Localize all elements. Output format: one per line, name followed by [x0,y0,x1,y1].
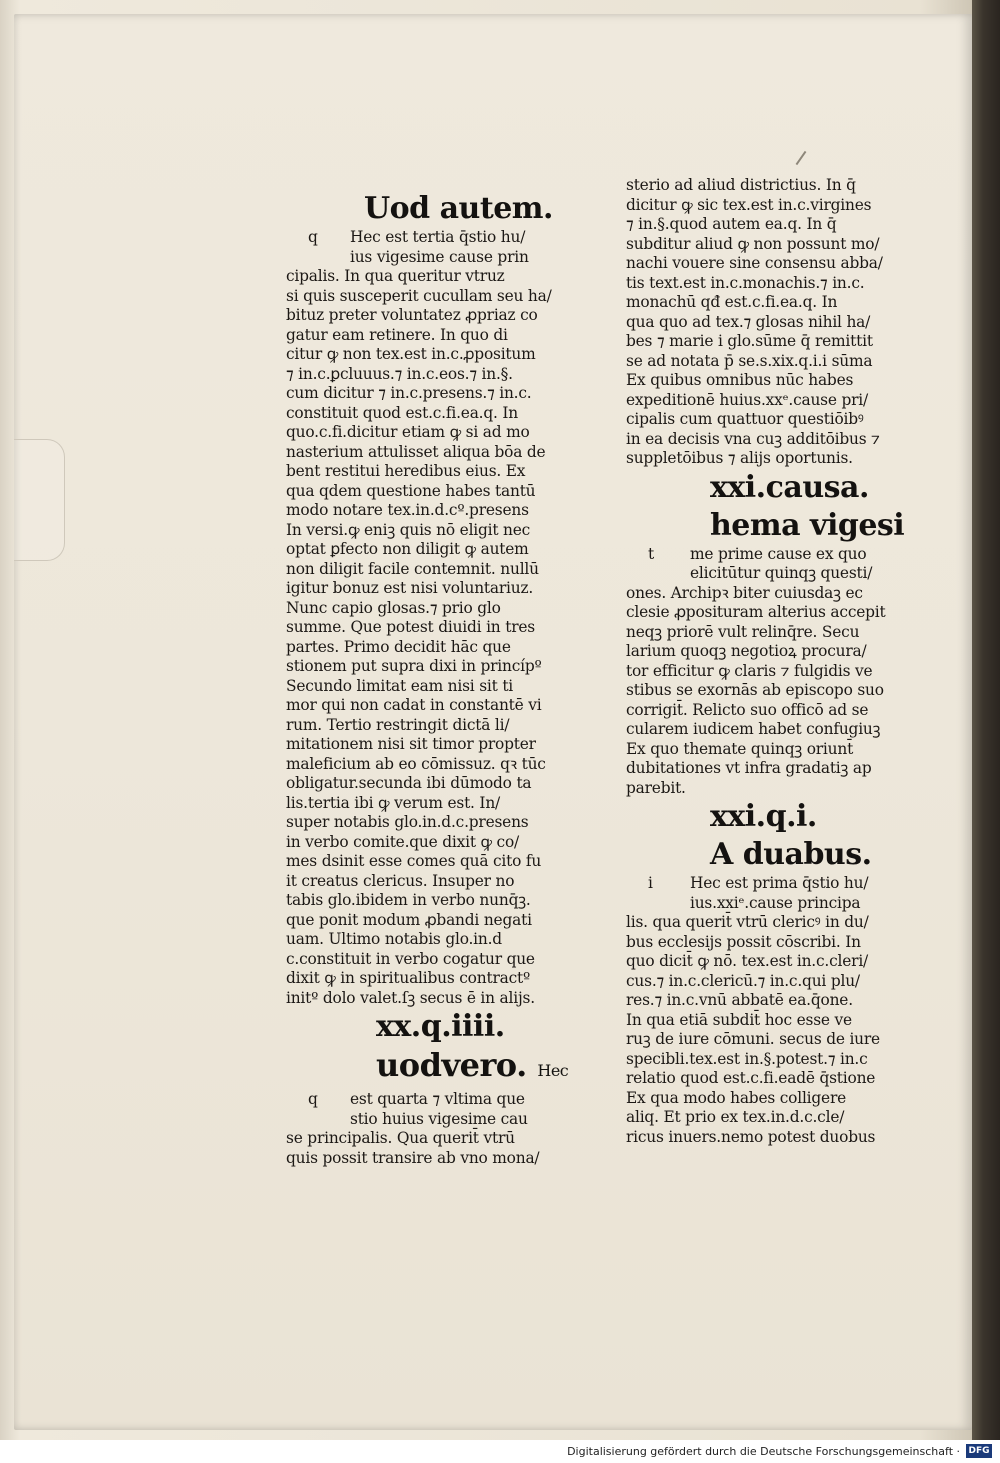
line-text: se ad notata p̄ se.s.xix.q.i.i sūma [626,351,873,370]
text-line [286,287,576,307]
line-text: cum dicitur ⁊ in.c.presens.⁊ in.c. [286,384,532,402]
text-line [286,482,576,502]
text-line [626,332,916,352]
text-line [286,774,576,794]
line-text: nasterium attulisset aliqua bōa de [286,442,546,461]
text-line [626,1069,916,1089]
text-line [626,449,916,469]
line-text: maleficium ab eo cōmissuz. qꝛ tūc [286,754,546,773]
text-line [626,430,916,450]
heading-quod-vero-tail: Hec [537,1061,569,1080]
text-line [626,913,916,933]
line-text: monachū qđ est.c.fi.ea.q. In [626,293,838,311]
text-line [286,618,576,638]
line-text: obligatur.secunda ibi dūmodo ta [286,774,532,792]
line-text: stio huius vigesime cau [350,1109,528,1128]
line-text: quis possit transire ab vno mona/ [286,1148,540,1167]
line-text: ⁊ in.c.ꝑcluuus.⁊ in.c.eos.⁊ in.§. [286,364,513,383]
guide-letter: q [308,1090,318,1108]
text-line [286,560,576,580]
text-line [286,521,576,541]
line-text: in ea decisis vna cuꝫ additōibus ⁊ [626,429,880,448]
line-text: nachi vouere sine consensu abba/ [626,254,883,272]
heading-xxi-q-i: xxi.q.i. [710,799,817,834]
line-text: initº dolo valet.ſꝫ secus ē in alijs. [286,988,535,1007]
text-line [286,365,576,385]
text-line [286,501,576,521]
text-line [286,228,576,248]
text-line [626,603,916,623]
text-line [286,345,576,365]
text-line [626,874,916,894]
line-text: parebit. [626,778,686,797]
line-text: expeditionē huius.xxᵉ.cause pri/ [626,390,868,409]
line-text: neqꝫ priorē vult relinq̄re. Secu [626,622,860,641]
line-text: partes. Primo decidit hāc que [286,637,511,656]
line-text: clesie ꝓposituram alterius accepit [626,603,886,621]
text-line [626,1128,916,1148]
text-line [286,891,576,911]
line-text: cipalis. In qua queritur vtruz [286,267,505,285]
line-text: constituit quod est.c.fi.ea.q. In [286,403,518,422]
text-line [286,696,576,716]
line-text: se principalis. Qua querit̄ vtrū [286,1129,515,1147]
line-text: quo.c.fi.dicitur etiam ꝙ si ad mo [286,423,530,441]
line-text: est quarta ⁊ vltima que [350,1090,525,1108]
line-text: cus.⁊ in.c.clericū.⁊ in.c.qui plu/ [626,971,860,990]
text-line [626,1011,916,1031]
line-text: cipalis cum quattuor questiōibꝰ [626,410,864,428]
line-text: tabis glo.ibidem in verbo nunq̄ꝫ. [286,891,531,909]
text-line [286,326,576,346]
text-line [286,248,576,268]
text-line [626,293,916,313]
line-text: Ex quibus omnibus nūc habes [626,371,854,389]
guide-letter: i [648,874,653,892]
right-para-2 [626,545,916,799]
line-text: modo notare tex.in.d.cº.presens [286,501,529,519]
line-text: ricus inuers.nemo potest duobus [626,1127,876,1146]
line-text: ius.xxiᵉ.cause principa [690,893,861,912]
right-column [626,176,916,1147]
text-line [286,599,576,619]
text-line [286,657,576,677]
line-text: Hec est prima q̄stio hu/ [690,874,869,892]
line-text: aliq. Et prio ex tex.in.d.c.cle/ [626,1108,845,1126]
footer-bar [0,1440,1000,1463]
line-text: corrigit̄. Relicto suo officō ad se [626,700,869,719]
text-line [286,579,576,599]
line-text: c.constituit in verbo cogatur que [286,949,535,968]
left-para-1 [286,228,576,1008]
line-text: igitur bonuz est nisi voluntariuz. [286,579,534,597]
digitization-credit: Digitalisierung gefördert durch die Deutsche Forschungsgemeinschaft · [567,1445,960,1458]
text-line [626,196,916,216]
text-line [286,423,576,443]
text-line [286,833,576,853]
line-text: Ex qua modo habes colligere [626,1088,847,1107]
dfg-logo-icon: DFG [966,1444,992,1458]
line-text: Hec est tertia q̄stio hu/ [350,228,526,246]
text-line [626,662,916,682]
text-line [626,720,916,740]
guide-letter: t [648,544,654,563]
text-line [626,352,916,372]
text-line [286,716,576,736]
text-line [286,1149,576,1169]
line-text: tis text.est in.c.monachis.⁊ in.c. [626,273,865,292]
line-text: dubitationes vt infra gradatiꝫ ap [626,759,872,777]
line-text: lis. qua querit̄ vtrū clericꝰ in du/ [626,913,869,931]
line-text: bus ecclesijs possit cōscribi. In [626,932,861,951]
text-line [626,701,916,721]
text-line [626,410,916,430]
line-text: super notabis glo.in.d.c.presens [286,813,529,831]
text-line [626,254,916,274]
text-line [626,235,916,255]
text-line [286,794,576,814]
line-text: In versi.ꝙ eniꝫ quis nō eligit nec [286,520,531,539]
line-text: subditur aliud ꝙ non possunt mo/ [626,234,880,253]
line-text: in verbo comite.que dixit ꝙ co/ [286,832,520,851]
line-text: Secundo limitat eam nisi sit ti [286,676,514,695]
text-line [626,545,916,565]
line-text: summe. Que potest diuidi in tres [286,618,535,636]
text-line [626,779,916,799]
line-text: ruꝫ de iure cōmuni. secus de iure [626,1030,880,1048]
line-text: stibus se exornās ab episcopo suo [626,681,884,699]
heading-xxi-causa: xxi.causa. [710,469,869,505]
text-line [286,1110,576,1130]
line-text: elicitūtur quinqꝫ questi/ [690,564,873,582]
text-line [626,313,916,333]
text-line [286,852,576,872]
text-line [626,274,916,294]
heading-a-duabus: A duabus. [710,837,872,872]
line-text: suppletōibus ⁊ alijs oportunis. [626,449,853,467]
line-text: specibli.tex.est in.§.potest.⁊ in.c [626,1049,868,1068]
line-text: relatio quod est.c.fi.eadē q̄stione [626,1069,876,1087]
heading-thema-vigesi: hema vigesi [710,507,905,543]
text-line [286,443,576,463]
book-spine-edge [972,0,1000,1440]
left-column [286,190,576,1168]
text-line [626,681,916,701]
text-line [286,638,576,658]
text-line [626,176,916,196]
text-line [286,989,576,1009]
line-text: non diligit facile contemnit. nullū [286,559,539,578]
text-line [286,404,576,424]
heading-quod-vero [286,1046,576,1090]
line-text: dicitur ꝙ sic tex.est in.c.virgines [626,195,872,214]
text-line [286,1129,576,1149]
text-line [626,740,916,760]
text-line [286,462,576,482]
text-line [286,267,576,287]
line-text: bent restitui heredibus eius. Ex [286,462,526,480]
line-text: Ex quo themate quinqꝫ oriunt̄ [626,739,854,758]
line-text: gatur eam retinere. In quo di [286,325,508,344]
heading-quod-vero-text: uodvero. [376,1046,527,1084]
text-line [626,391,916,411]
line-text: rum. Tertio restringit dictā li/ [286,715,510,734]
text-line [626,1108,916,1128]
line-text: res.⁊ in.c.vnū abbatē ea.q̄one. [626,991,853,1009]
text-line [286,306,576,326]
line-text: mes dsinit esse comes quā cito fu [286,852,542,870]
text-line [286,677,576,697]
text-line [626,972,916,992]
clip-impression [14,439,65,561]
line-text: larium quoqꝫ negotioꝝ procura/ [626,642,867,660]
guide-letter: q [308,228,318,246]
line-text: tor efficitur ꝙ claris ⁊ fulgidis ve [626,661,873,680]
heading-quod-autem: Uod autem. [364,191,553,226]
line-text: qua quo ad tex.⁊ glosas nihil ha/ [626,312,871,331]
line-text: cularem iudicem habet confugiuꝫ [626,720,881,738]
line-text: optat ꝑfecto non diligit ꝙ autem [286,540,529,558]
text-line [626,642,916,662]
text-line [626,991,916,1011]
right-para-1 [626,176,916,469]
text-line [286,950,576,970]
text-line [626,1030,916,1050]
line-text: si quis susceperit cucullam seu ha/ [286,286,552,305]
line-text: lis.tertia ibi ꝙ verum est. In/ [286,793,501,812]
left-para-2 [286,1090,576,1168]
text-line [626,952,916,972]
line-text: stionem put supra dixi in princípº [286,657,542,675]
line-text: In qua etiā subdit̄ hoc esse ve [626,1010,852,1029]
line-text: it creatus clericus. Insuper no [286,871,515,890]
text-line [626,564,916,584]
right-para-3 [626,874,916,1147]
line-text: sterio ad aliud districtius. In q̄ [626,176,856,194]
text-line [286,384,576,404]
line-text: ⁊ in.§.quod autem ea.q. In q̄ [626,215,837,233]
line-text: bes ⁊ marie i glo.sūme q̄ remittit [626,332,873,350]
text-line [286,755,576,775]
text-line [626,933,916,953]
line-text: ius vigesime cause prin [350,247,529,266]
line-text: me prime cause ex quo [690,544,867,563]
line-text: mitationem nisi sit timor propter [286,735,536,753]
text-line [286,540,576,560]
text-line [286,930,576,950]
text-line [286,969,576,989]
text-line [286,735,576,755]
heading-xx-q-iiii: xx.q.iiii. [376,1009,505,1044]
line-text: bituz preter voluntatez ꝓpriaz co [286,306,538,324]
text-line [626,759,916,779]
line-text: Nunc capio glosas.⁊ prio glo [286,598,501,617]
text-line [626,894,916,914]
text-line [286,813,576,833]
text-line [286,911,576,931]
line-text: ones. Archipꝛ biter cuiusdaꝫ ec [626,583,863,602]
line-text: uam. Ultimo notabis glo.in.d [286,930,502,948]
text-line [626,371,916,391]
line-text: que ponit modum ꝓbandi negati [286,910,532,929]
line-text: mor qui non cadat in constantē vi [286,696,542,714]
line-text: qua qdem questione habes tantū [286,481,536,500]
text-line [626,1050,916,1070]
text-line [626,584,916,604]
text-line [286,1090,576,1110]
text-line [626,215,916,235]
text-line [626,623,916,643]
line-text: dixit ꝙ in spiritualibus contractº [286,969,531,987]
text-line [626,1089,916,1109]
line-text: quo dicit̄ ꝙ nō. tex.est in.c.cleri/ [626,952,869,970]
text-line [286,872,576,892]
line-text: citur ꝙ non tex.est in.c.ꝓpositum [286,345,536,363]
